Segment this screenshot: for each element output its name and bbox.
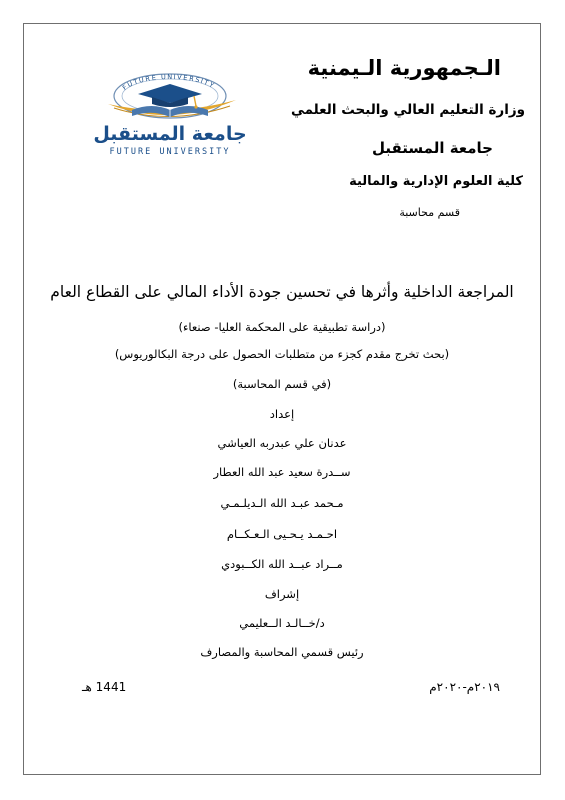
department-note: (في قسم المحاسبة)	[232, 377, 332, 391]
supervisor-name: د/خــالـد الــعليمي	[239, 616, 325, 630]
prepared-by-label: إعداد	[269, 407, 295, 421]
graduation-cap-book-icon	[70, 66, 270, 162]
author-1: عدنان علي عبدربه العياشي	[217, 436, 347, 450]
department-heading: قسم محاسبة	[399, 206, 460, 219]
logo-english-name: FUTURE UNIVERSITY	[109, 147, 231, 157]
author-4: احـمـد يـحـيى الـعـكــام	[226, 527, 338, 541]
country-heading: الـجمهورية الـيمنية	[307, 56, 501, 80]
hijri-year: 1441 هـ	[82, 680, 127, 694]
ministry-heading: وزارة التعليم العالي والبحث العلمي	[290, 102, 525, 118]
thesis-purpose: (بحث تخرج مقدم كجزء من متطلبات الحصول على درجة البكالوريوس)	[114, 347, 450, 361]
college-heading: كلية العلوم الإدارية والمالية	[349, 174, 523, 189]
author-5: مــراد عبــد الله الكــبودي	[221, 557, 343, 571]
supervision-label: إشراف	[264, 587, 300, 601]
gregorian-year: ٢٠١٩م-٢٠٢٠م	[429, 680, 500, 694]
supervisor-role: رئيس قسمي المحاسبة والمصارف	[200, 645, 364, 659]
author-2: ســدرة سعيد عبد الله العطار	[213, 465, 351, 479]
university-heading: جامعة المستقبل	[371, 139, 493, 157]
logo-arabic-name: جامعة المستقبل	[93, 123, 247, 145]
university-logo	[70, 66, 270, 162]
thesis-subtitle: (دراسة تطبيقية على المحكمة العليا- صنعاء)	[178, 320, 386, 334]
thesis-title: المراجعة الداخلية وأثرها في تحسين جودة الأداء المالي على القطاع العام	[50, 283, 514, 301]
logo-ring-text: FUTURE UNIVERSITY	[120, 72, 217, 92]
author-3: مـحمد عبـد الله الـديلـمـي	[220, 496, 344, 510]
